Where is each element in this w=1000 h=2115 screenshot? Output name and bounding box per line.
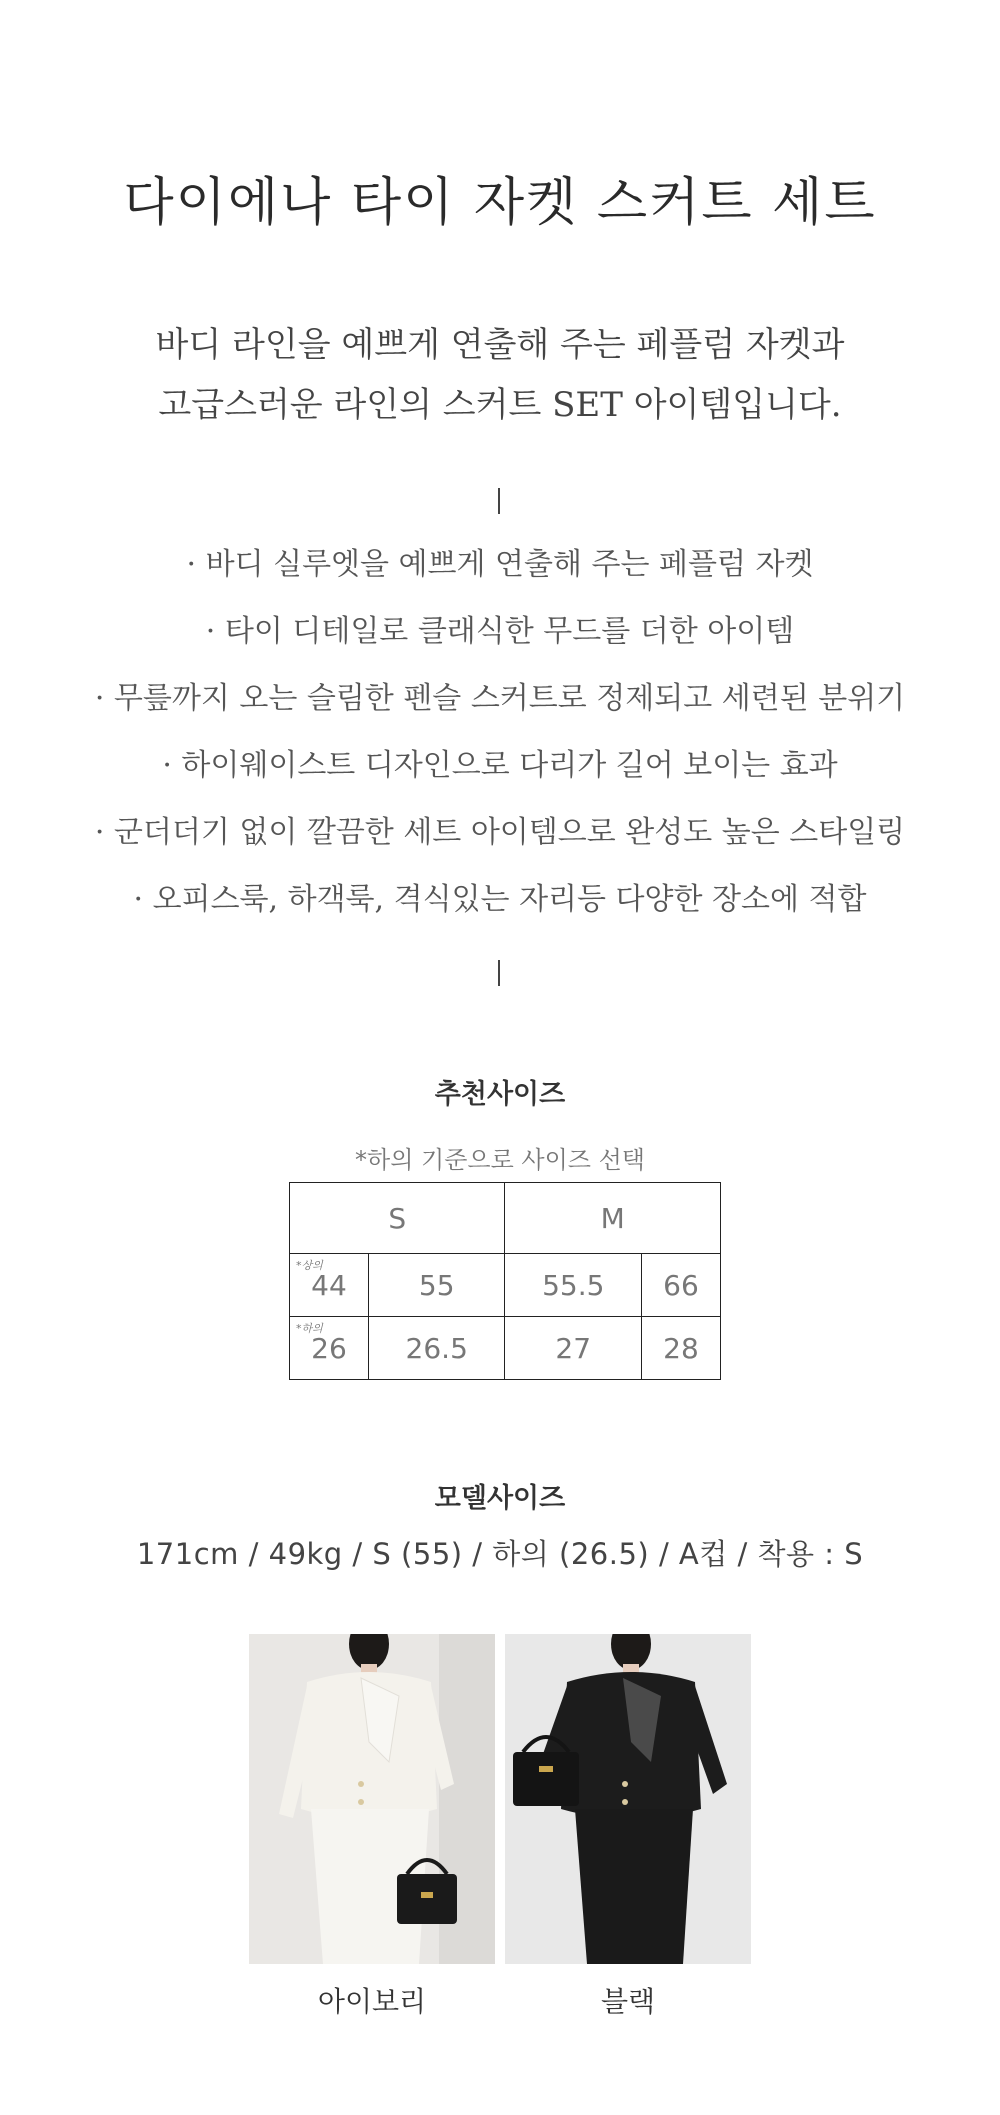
size-header-s: S (290, 1183, 505, 1254)
product-title: 다이에나 타이 자켓 스커트 세트 (123, 173, 877, 233)
size-row-bottom (290, 1317, 721, 1380)
bottom-tag: *하의 (296, 1322, 323, 1335)
top-tag: *상의 (296, 1259, 323, 1272)
feature-item: · 바디 실루엣을 예쁘게 연출해 주는 페플럼 자켓 (186, 547, 814, 582)
feature-item: · 무릎까지 오는 슬림한 펜슬 스커트로 정제되고 세련된 분위기 (94, 681, 906, 716)
product-photo-ivory (249, 1634, 495, 1964)
intro-line: 고급스러운 라인의 스커트 SET 아이템입니다. (158, 385, 842, 425)
size-value: 26 (311, 1331, 347, 1365)
size-note: *하의 기준으로 사이즈 선택 (355, 1146, 645, 1174)
divider-top (498, 488, 500, 514)
size-header-row (290, 1183, 721, 1254)
divider-bottom (498, 960, 500, 986)
size-cell: 26.5 (368, 1317, 505, 1380)
size-row-top (290, 1254, 721, 1317)
model-section-title: 모델사이즈 (434, 1483, 566, 1514)
size-cell: 55 (368, 1254, 505, 1317)
color-label-black: 블랙 (600, 1985, 656, 2018)
color-label-ivory: 아이보리 (317, 1985, 427, 2018)
feature-item: · 타이 디테일로 클래식한 무드를 더한 아이템 (205, 614, 795, 649)
size-cell: 28 (642, 1317, 721, 1380)
size-section-title: 추천사이즈 (434, 1079, 566, 1110)
feature-item: · 군더더기 없이 깔끔한 세트 아이템으로 완성도 높은 스타일링 (94, 815, 906, 850)
size-cell: 55.5 (505, 1254, 642, 1317)
model-info: 171cm / 49kg / S (55) / 하의 (26.5) / A컵 / 착용 : S (136, 1537, 864, 1571)
size-cell: 27 (505, 1317, 642, 1380)
size-value: 44 (311, 1268, 347, 1302)
size-cell (290, 1254, 369, 1317)
size-table (289, 1182, 721, 1380)
size-header-m: M (505, 1183, 721, 1254)
intro-line: 바디 라인을 예쁘게 연출해 주는 페플럼 자켓과 (155, 325, 845, 365)
size-cell: 66 (642, 1254, 721, 1317)
feature-item: · 하이웨이스트 디자인으로 다리가 길어 보이는 효과 (162, 748, 838, 783)
intro-text (0, 315, 1000, 435)
feature-item: · 오피스룩, 하객룩, 격식있는 자리등 다양한 장소에 적합 (133, 882, 867, 917)
feature-list (0, 540, 1000, 942)
size-cell (290, 1317, 369, 1380)
product-photo-black (505, 1634, 751, 1964)
